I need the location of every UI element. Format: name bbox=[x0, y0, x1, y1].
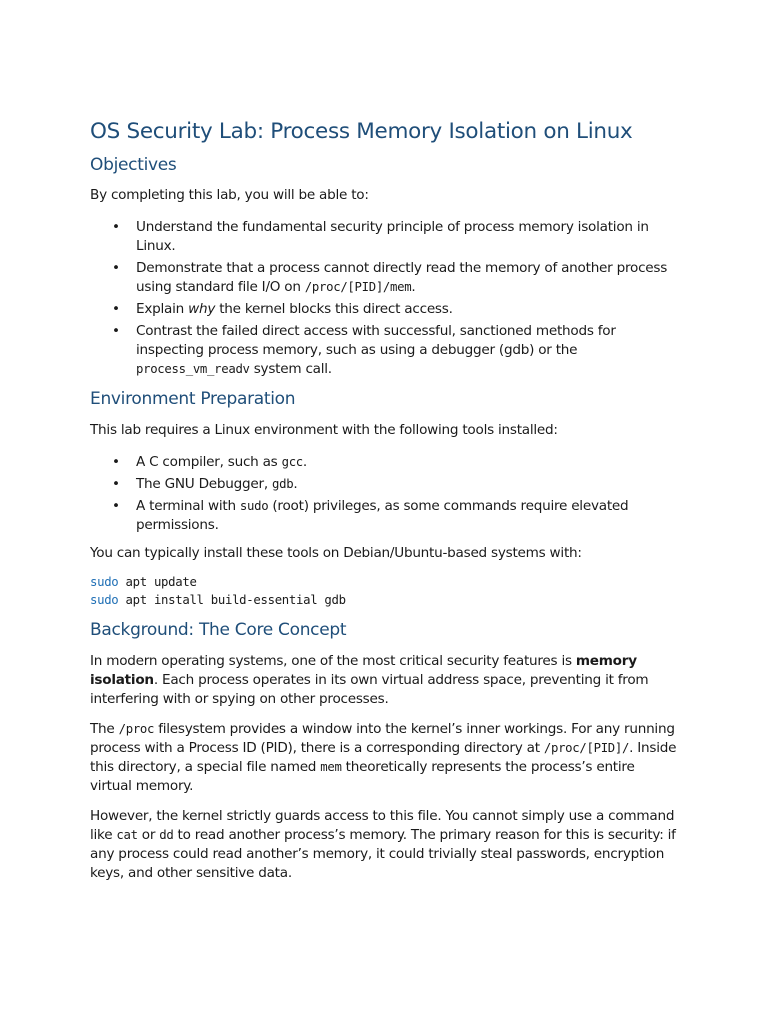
inline-code: dd bbox=[159, 828, 174, 842]
item-text: the kernel blocks this direct access. bbox=[215, 301, 453, 317]
item-text: Explain bbox=[136, 301, 189, 317]
list-item bbox=[90, 475, 680, 494]
item-text: . bbox=[293, 476, 298, 492]
paragraph-text: to read another process’s memory. The primary reason for this is security: if any process could read another’s memory, it could trivially steal passwords, encryption keys, and other sensitive data. bbox=[90, 827, 676, 881]
paragraph-text: . Each process operates in its own virtual address space, preventing it from interfering with or spying on other processes. bbox=[90, 672, 649, 707]
code-block bbox=[90, 573, 680, 609]
code-line bbox=[90, 573, 680, 591]
inline-code: sudo bbox=[239, 499, 269, 513]
item-text: Demonstrate that a process cannot directly read the memory of another process using standard file I/O on bbox=[136, 260, 668, 295]
code-text: apt install build-essential gdb bbox=[118, 593, 346, 607]
inline-code: /proc/[PID]/ bbox=[543, 741, 630, 755]
bullet-icon: • bbox=[112, 323, 120, 339]
bullet-icon: • bbox=[112, 219, 120, 235]
heading-background: Background: The Core Concept bbox=[90, 620, 347, 640]
item-text: . bbox=[411, 279, 416, 295]
item-text: system call. bbox=[249, 361, 332, 377]
inline-code: gcc bbox=[281, 455, 303, 469]
background-paragraph-2 bbox=[90, 720, 680, 796]
page-title: OS Security Lab: Process Memory Isolation on Linux bbox=[90, 119, 633, 144]
background-paragraph-3 bbox=[90, 807, 680, 883]
code-keyword: sudo bbox=[90, 575, 119, 589]
inline-code: cat bbox=[116, 828, 138, 842]
paragraph-text: theoretically represents the process’s entire virtual memory. bbox=[90, 759, 635, 794]
code-line bbox=[90, 591, 680, 609]
inline-code: mem bbox=[320, 760, 342, 774]
bullet-icon: • bbox=[112, 260, 120, 276]
heading-environment: Environment Preparation bbox=[90, 389, 296, 409]
emphasis-text: why bbox=[188, 301, 216, 317]
background-paragraph-1 bbox=[90, 652, 680, 709]
paragraph-text: filesystem provides a window into the kernel’s inner workings. For any running process with a Process ID (PID), there is a corresponding directory at bbox=[90, 721, 675, 756]
list-item bbox=[90, 259, 680, 297]
list-item bbox=[90, 497, 680, 535]
bullet-icon: • bbox=[112, 301, 120, 317]
item-text: A C compiler, such as bbox=[136, 454, 282, 470]
bullet-icon: • bbox=[112, 498, 120, 514]
bold-text: memory isolation bbox=[90, 653, 637, 688]
list-item bbox=[90, 453, 680, 472]
paragraph-text: or bbox=[137, 827, 160, 843]
item-text: A terminal with bbox=[136, 498, 240, 514]
objectives-intro: By completing this lab, you will be able to: bbox=[90, 187, 369, 203]
code-keyword: sudo bbox=[90, 593, 119, 607]
item-text: Understand the fundamental security principle of process memory isolation in Linux. bbox=[136, 219, 649, 254]
install-text: You can typically install these tools on Debian/Ubuntu-based systems with: bbox=[90, 545, 582, 561]
paragraph-text: . Inside this directory, a special file named bbox=[90, 740, 677, 775]
environment-intro: This lab requires a Linux environment with the following tools installed: bbox=[90, 422, 558, 438]
item-text: Contrast the failed direct access with successful, sanctioned methods for inspecting process memory, such as using a debugger (gdb) or the bbox=[136, 323, 616, 358]
paragraph-text: However, the kernel strictly guards access to this file. You cannot simply use a command like bbox=[90, 808, 675, 843]
heading-objectives: Objectives bbox=[90, 155, 177, 175]
document-page bbox=[90, 116, 680, 883]
inline-code: process_vm_readv bbox=[136, 362, 250, 376]
bullet-icon: • bbox=[112, 454, 120, 470]
list-item bbox=[90, 322, 680, 379]
list-item bbox=[90, 300, 680, 319]
inline-code: gdb bbox=[272, 477, 294, 491]
item-text: . bbox=[302, 454, 307, 470]
paragraph-text: In modern operating systems, one of the most critical security features is bbox=[90, 653, 576, 669]
item-text: (root) privileges, as some commands require elevated permissions. bbox=[136, 498, 629, 533]
bullet-icon: • bbox=[112, 476, 120, 492]
paragraph-text: The bbox=[90, 721, 119, 737]
list-item bbox=[90, 218, 680, 256]
environment-list bbox=[90, 453, 680, 535]
objectives-list bbox=[90, 218, 680, 379]
inline-code: /proc/[PID]/mem bbox=[304, 280, 412, 294]
inline-code: /proc bbox=[118, 722, 155, 736]
code-text: apt update bbox=[118, 575, 197, 589]
item-text: The GNU Debugger, bbox=[136, 476, 273, 492]
